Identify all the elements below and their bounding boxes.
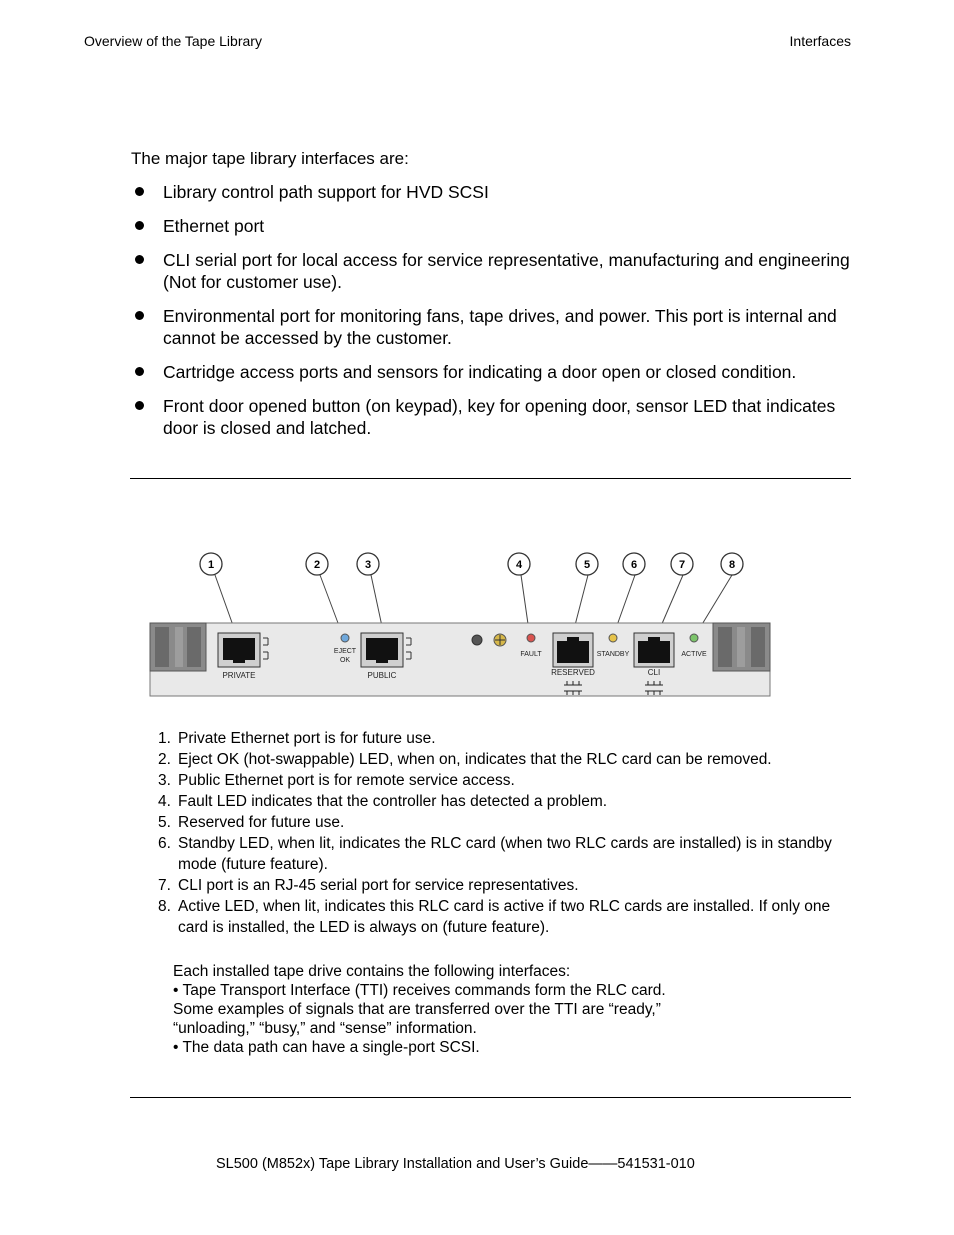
page-header-left: Overview of the Tape Library xyxy=(84,33,262,49)
bullet-icon xyxy=(135,221,144,230)
bullet-icon xyxy=(135,187,144,196)
bullet-text: Ethernet port xyxy=(163,216,265,236)
private-ethernet-port xyxy=(218,633,268,667)
private-port-label: PRIVATE xyxy=(222,671,256,680)
figure-legend-list xyxy=(158,728,848,938)
right-ejector-handle xyxy=(713,623,770,671)
bullet-icon xyxy=(135,401,144,410)
svg-text:1: 1 xyxy=(207,559,215,571)
callout-3 xyxy=(357,553,379,575)
eject-ok-led xyxy=(341,634,349,642)
callout-5 xyxy=(576,553,598,575)
bullet-item xyxy=(131,215,856,237)
left-ejector-handle xyxy=(150,623,206,671)
tape-drive-interfaces-note xyxy=(173,962,813,1057)
bullet-text: CLI serial port for local access for service representative, manufacturing and engineering (Not for customer use). xyxy=(163,250,850,292)
bullet-icon xyxy=(135,367,144,376)
intro-text: The major tape library interfaces are: xyxy=(131,149,409,168)
fault-led xyxy=(527,634,535,642)
bullet-item xyxy=(131,249,856,293)
bullet-text: Front door opened button (on keypad), key for opening door, sensor LED that indicates door is closed and latched. xyxy=(163,396,836,438)
svg-text:7: 7 xyxy=(678,559,686,571)
legend-item: 4. Fault LED indicates that the controller has detected a problem. xyxy=(158,793,608,810)
cli-serial-port xyxy=(634,633,674,667)
callout-4 xyxy=(508,553,530,575)
callout-1 xyxy=(200,553,222,575)
rlc-card-figure xyxy=(145,545,775,705)
reserved-port xyxy=(553,633,593,667)
svg-text:2: 2 xyxy=(313,559,321,571)
public-ethernet-port xyxy=(361,633,411,667)
fault-label: FAULT xyxy=(520,651,542,658)
bullet-text: Cartridge access ports and sensors for indicating a door open or closed condition. xyxy=(163,362,797,382)
svg-text:8: 8 xyxy=(728,559,736,571)
svg-text:6: 6 xyxy=(630,559,638,571)
legend-item: 5. Reserved for future use. xyxy=(158,814,345,831)
note-line: • The data path can have a single-port SCSI. xyxy=(173,1039,480,1056)
bullet-text: Environmental port for monitoring fans, tape drives, and power. This port is internal and cannot be accessed by the customer. xyxy=(163,306,837,348)
note-line: Each installed tape drive contains the following interfaces: xyxy=(173,963,571,980)
interfaces-bullet-list xyxy=(131,181,856,451)
svg-text:5: 5 xyxy=(583,559,591,571)
legend-item: 8. Active LED, when lit, indicates this RLC card is active if two RLC cards are installed. If only one card is installed, the LED is always on (future feature). xyxy=(158,898,831,936)
eject-ok-label-1: EJECT xyxy=(333,648,357,655)
cli-port-label: CLI xyxy=(647,668,661,677)
svg-text:3: 3 xyxy=(364,559,372,571)
legend-item: 1. Private Ethernet port is for future use. xyxy=(158,730,436,747)
standby-label: STANDBY xyxy=(596,651,630,658)
legend-item: 7. CLI port is an RJ-45 serial port for service representatives. xyxy=(158,877,579,894)
bullet-icon xyxy=(135,311,144,320)
page-footer: SL500 (M852x) Tape Library Installation and User’s Guide——541531-010 xyxy=(216,1156,695,1172)
note-line: Some examples of signals that are transferred over the TTI are “ready,” xyxy=(173,1001,661,1018)
bullet-text: Library control path support for HVD SCSI xyxy=(163,182,489,202)
screw-icon xyxy=(494,634,506,646)
bullet-item xyxy=(131,181,856,203)
active-led xyxy=(690,634,698,642)
legend-item: 6. Standby LED, when lit, indicates the RLC card (when two RLC cards are installed) is in standby mode (future feature). xyxy=(158,835,832,873)
note-line: • Tape Transport Interface (TTI) receives commands form the RLC card. xyxy=(173,982,666,999)
legend-item: 2. Eject OK (hot-swappable) LED, when on, indicates that the RLC card can be removed. xyxy=(158,751,772,768)
bullet-item xyxy=(131,305,856,349)
bullet-item xyxy=(131,361,856,383)
legend-item: 3. Public Ethernet port is for remote service access. xyxy=(158,772,515,789)
callout-2 xyxy=(306,553,328,575)
active-label: ACTIVE xyxy=(681,651,707,658)
reserved-port-label: RESERVED xyxy=(551,668,595,677)
svg-text:4: 4 xyxy=(515,559,523,571)
screw-icon xyxy=(472,635,482,645)
callout-8 xyxy=(721,553,743,575)
section-divider-top xyxy=(130,478,851,479)
section-divider-bottom xyxy=(130,1097,851,1098)
note-line: “unloading,” “busy,” and “sense” information. xyxy=(173,1020,477,1037)
callout-6 xyxy=(623,553,645,575)
eject-ok-label-2: OK xyxy=(339,657,351,664)
callout-7 xyxy=(671,553,693,575)
bullet-item xyxy=(131,395,856,439)
bullet-icon xyxy=(135,255,144,264)
page-header-right: Interfaces xyxy=(789,33,851,49)
standby-led xyxy=(609,634,617,642)
public-port-label: PUBLIC xyxy=(367,671,397,680)
